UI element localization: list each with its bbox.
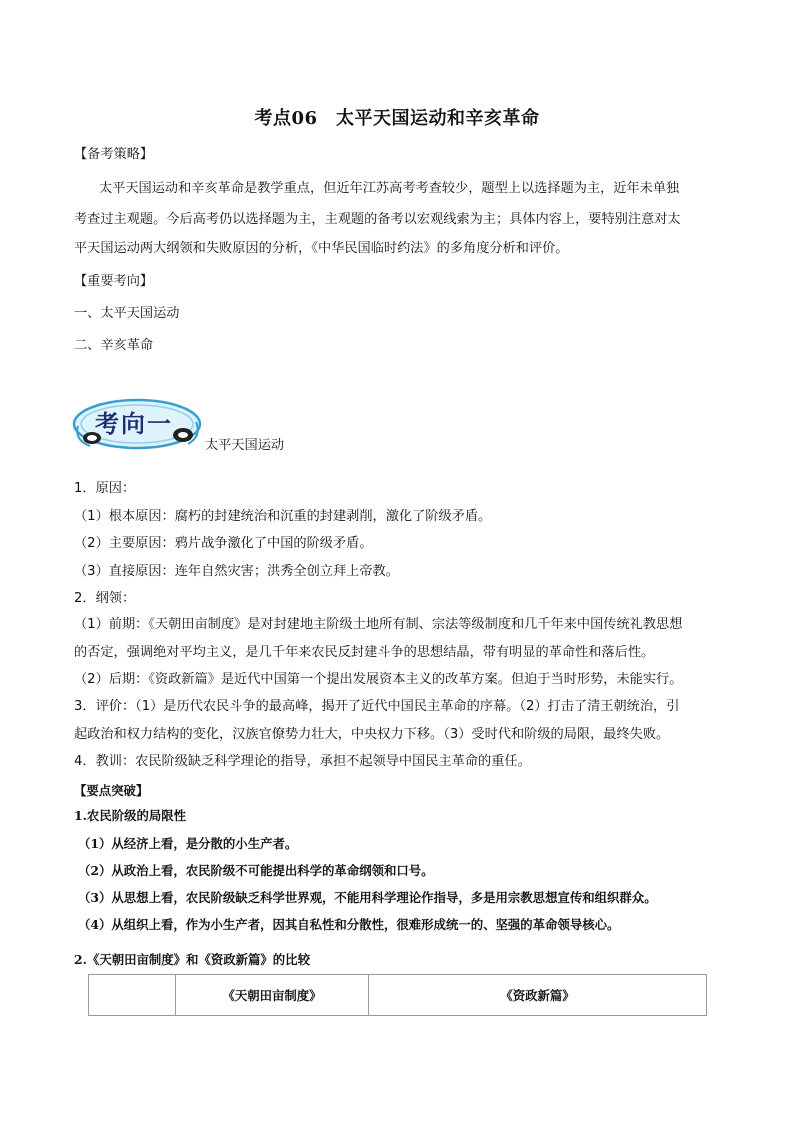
subheading: 1.农民阶级的局限性 [74, 808, 187, 823]
content-line: （2）主要原因：鸦片战争激化了中国的阶级矛盾。 [74, 536, 373, 551]
point-line: （2）从政治上看，农民阶级不可能提出科学的革命纲领和口号。 [78, 863, 434, 878]
point-line: （3）从思想上看，农民阶级缺乏科学世界观，不能用科学理论作指导，多是用宗教思想宣传和组织群众。 [78, 890, 657, 905]
paragraph-line: 太平天国运动和辛亥革命是教学重点，但近年江苏高考考查较少，题型上以选择题为主，近年未单独 [99, 181, 680, 196]
direction-item: 二、辛亥革命 [74, 338, 154, 353]
direction-item: 一、太平天国运动 [74, 306, 180, 321]
table-header-cell: 《资政新篇》 [369, 975, 707, 1016]
content-line: （2）后期：《资政新篇》是近代中国第一个提出发展资本主义的改革方案。但迫于当时形势，未能实行。 [74, 672, 683, 687]
content-line: 4．教训：农民阶级缺乏科学理论的指导，承担不起领导中国民主革命的重任。 [74, 754, 531, 769]
subheading: 2.《天朝田亩制度》和《资政新篇》的比较 [74, 952, 310, 967]
content-line: （1）根本原因：腐朽的封建统治和沉重的封建剥削，激化了阶级矛盾。 [74, 509, 492, 524]
section-heading-zhongyao: 【重要考向】 [74, 274, 154, 289]
content-line: （1）前期：《天朝田亩制度》是对封建地主阶级土地所有制、宗法等级制度和几千年来中国传统礼教思想 [74, 617, 683, 632]
content-line: 2．纲领： [74, 591, 136, 606]
section-heading-yaodian: 【要点突破】 [74, 783, 149, 798]
content-line: （3）直接原因：连年自然灾害；洪秀全创立拜上帝教。 [74, 564, 399, 579]
content-line: 起政治和权力结构的变化，汉族官僚势力壮大，中央权力下移。（3）受时代和阶级的局限，最终失败。 [74, 727, 670, 742]
table-header-cell: 《天朝田亩制度》 [176, 975, 369, 1016]
kaoxiang-badge-label: 考向一 [95, 409, 173, 438]
section-heading-beikao: 【备考策略】 [74, 147, 154, 162]
content-line: 3．评价：（1）是历代农民斗争的最高峰，揭开了近代中国民主革命的序幕。（2）打击了清王朝统治，引 [74, 699, 680, 714]
point-line: （4）从组织上看，作为小生产者，因其自私性和分散性，很难形成统一的、坚强的革命领导核心。 [78, 917, 620, 932]
table-header-row [89, 975, 707, 1016]
content-line: 的否定，强调绝对平均主义，是几千年来农民反封建斗争的思想结晶，带有明显的革命性和落后性。 [74, 645, 655, 660]
content-line: 1．原因： [74, 481, 136, 496]
kaoxiang-topic: 太平天国运动 [205, 438, 285, 453]
point-line: （1）从经济上看，是分散的小生产者。 [78, 836, 298, 851]
page-title: 考点06 太平天国运动和辛亥革命 [254, 108, 540, 129]
paragraph-line: 平天国运动两大纲领和失败原因的分析，《中华民国临时约法》的多角度分析和评价。 [74, 241, 569, 256]
paragraph-line: 考查过主观题。今后高考仍以选择题为主，主观题的备考以宏观线索为主；具体内容上，要特别注意对太 [74, 212, 681, 227]
comparison-table [88, 974, 707, 1016]
table-header-cell [89, 975, 176, 1016]
